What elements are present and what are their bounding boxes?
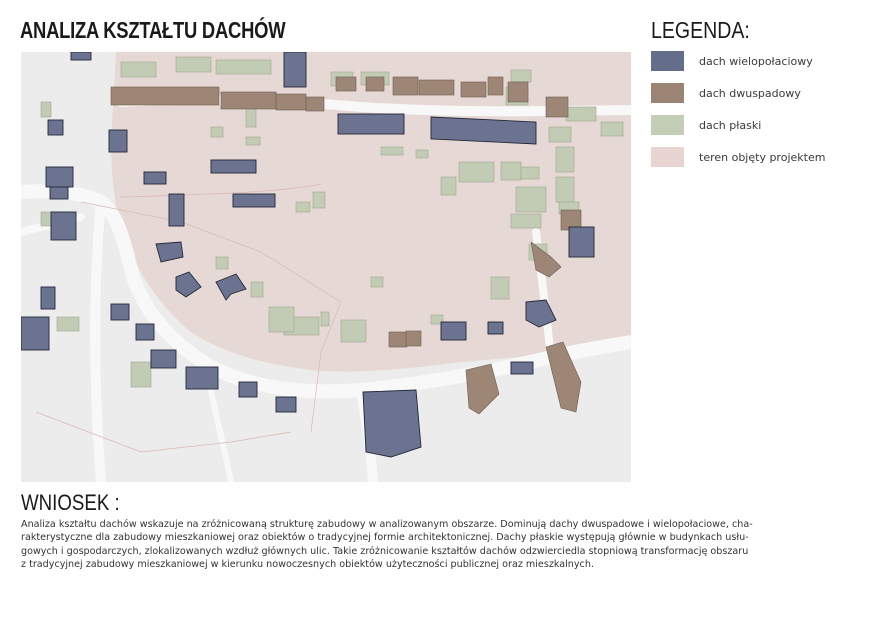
legend-item-gable [651, 82, 801, 104]
legend-title: LEGENDA: [651, 17, 750, 43]
conclusion-line: gowych i gospodarczych, zlokalizowanych wzdłuż głównych ulic. Takie zróżnicowanie kształtów dachów odzwierciedla stopniową transformację obszaru [21, 545, 749, 557]
legend-swatch [651, 147, 684, 167]
page-title: ANALIZA KSZTAŁTU DACHÓW [20, 17, 286, 43]
legend-label: dach wielopołaciowy [699, 54, 813, 68]
legend-swatch [651, 51, 684, 71]
legend-item-multi-pitch [651, 50, 813, 72]
legend-label: teren objęty projektem [699, 150, 826, 164]
conclusion-text [21, 518, 863, 571]
conclusion-line: rakterystyczne dla zabudowy mieszkaniowej oraz obiektów o tradycyjnej formie architektonicznej. Dachy płaskie występują głównie w budynkach usłu- [21, 532, 749, 544]
site-map: N [21, 52, 631, 482]
legend-item-project-area [651, 146, 825, 168]
legend-swatch [651, 83, 684, 103]
conclusion-title: WNIOSEK : [21, 490, 120, 515]
legend-label: dach płaski [699, 118, 762, 132]
legend-item-flat [651, 114, 761, 136]
conclusion-line: z tradycyjnej zabudowy mieszkaniowej w kierunku nowoczesnych obiektów użyteczności publicznej oraz mieszkalnych. [21, 558, 594, 570]
legend-swatch [651, 115, 684, 135]
conclusion-line: Analiza kształtu dachów wskazuje na zróżnicowaną strukturę zabudowy w analizowanym obszarze. Dominują dachy dwuspadowe i wielopołaciowe, cha- [21, 519, 753, 530]
legend-label: dach dwuspadowy [699, 86, 801, 100]
